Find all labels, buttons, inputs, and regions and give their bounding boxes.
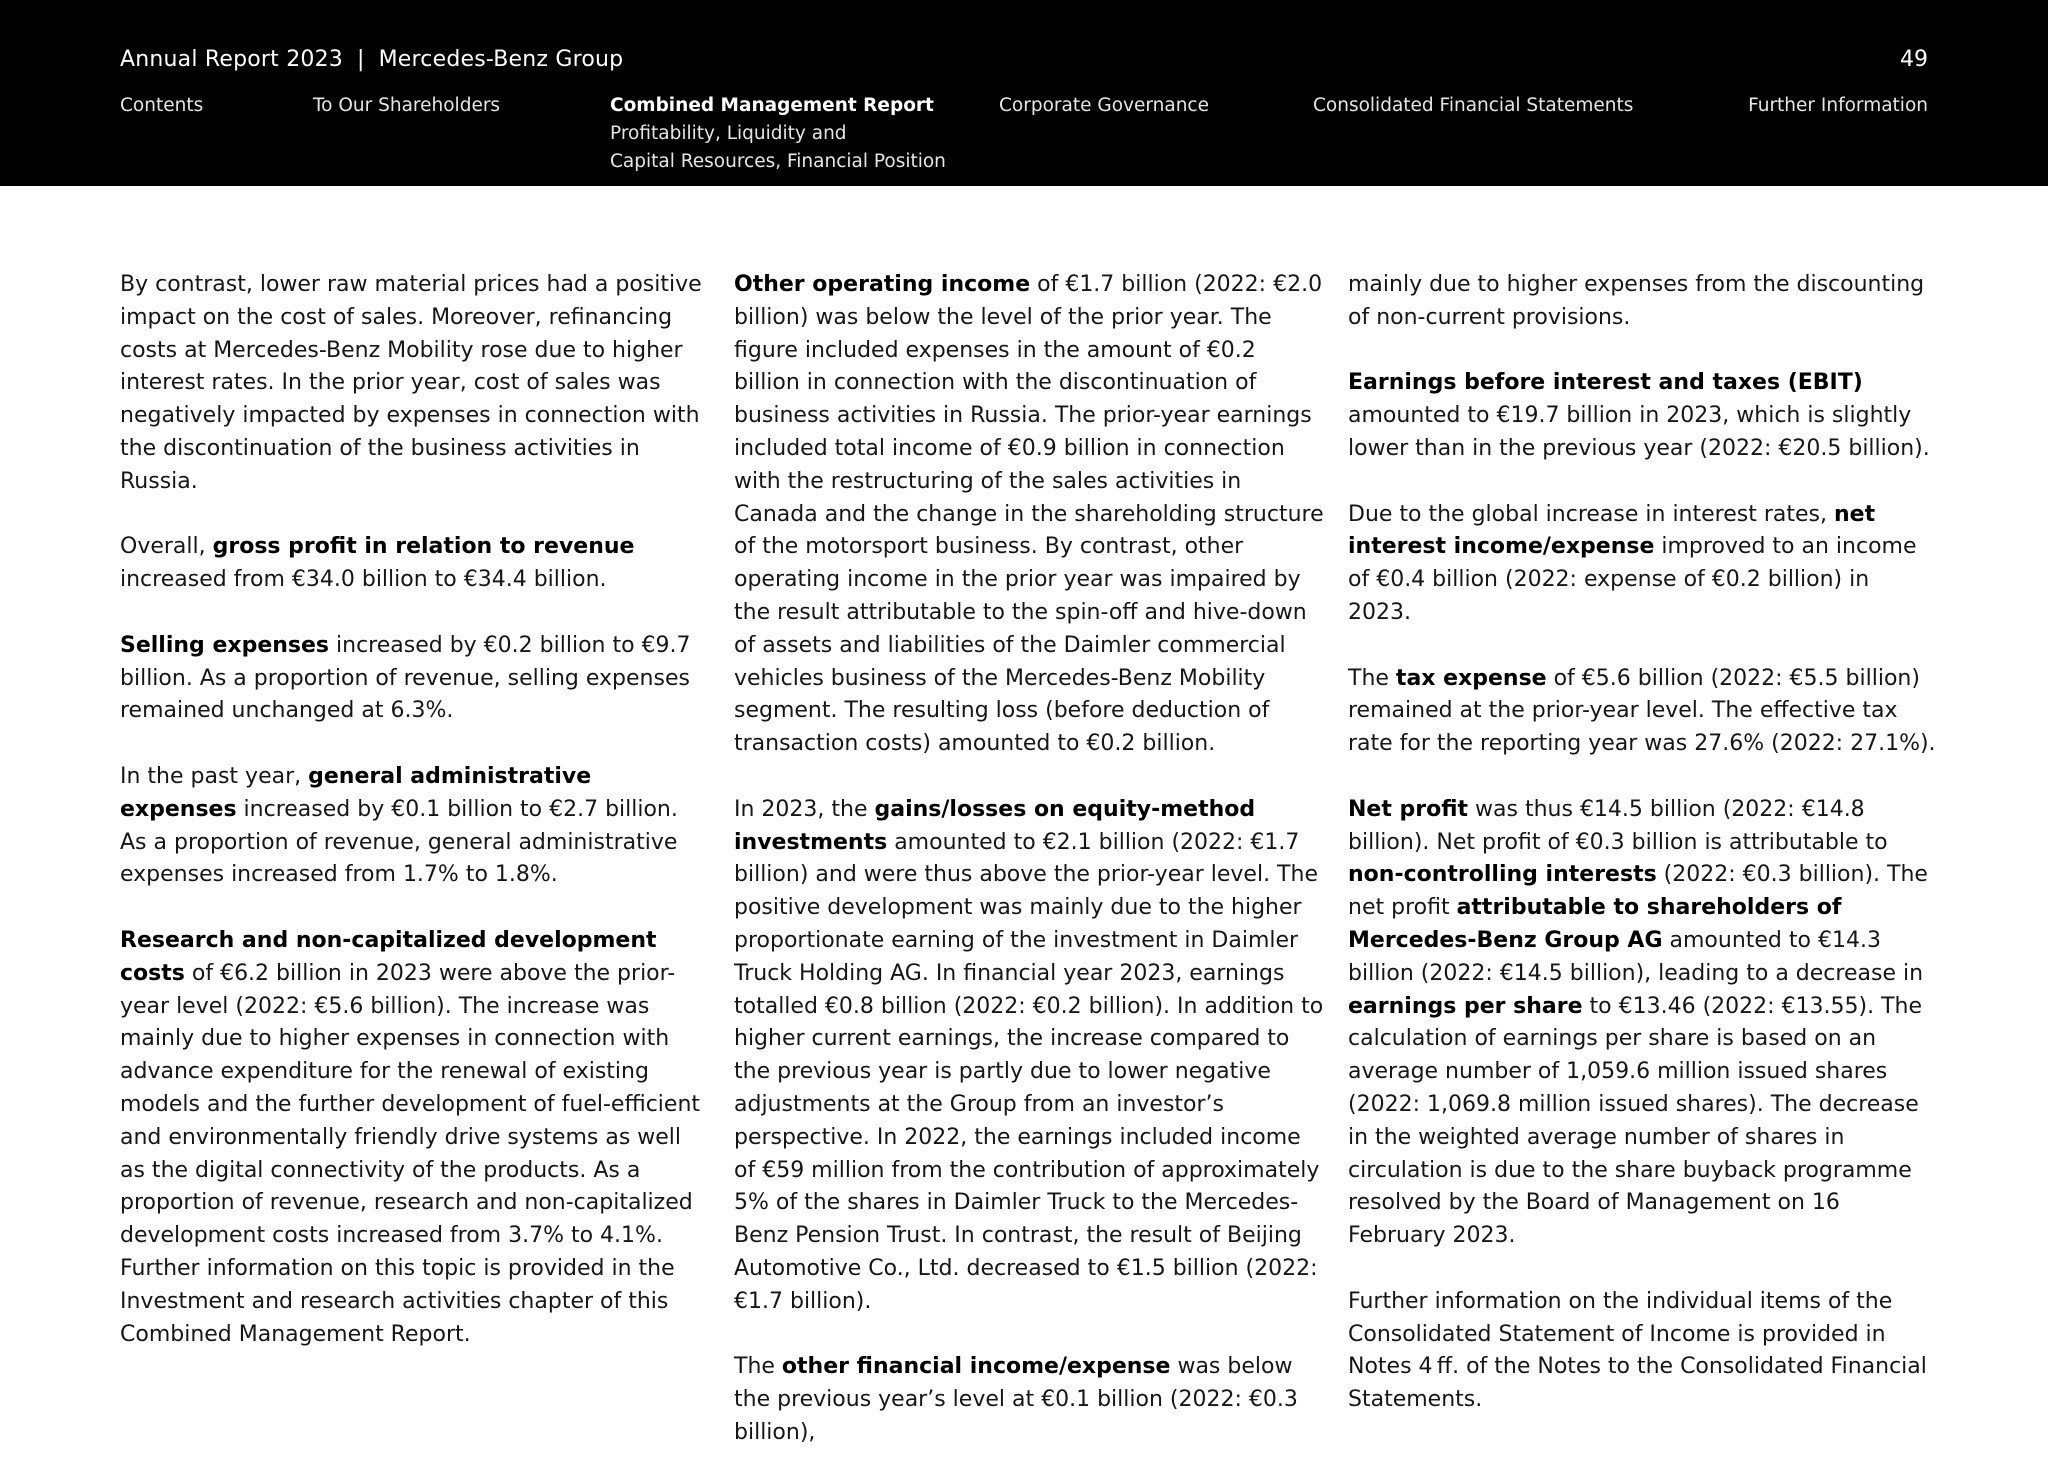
company-name: Mercedes-Benz Group	[378, 47, 624, 72]
nav-corporate-governance[interactable]: Corporate Governance	[999, 95, 1209, 116]
nav-further-information[interactable]: Further Information	[1748, 95, 1928, 116]
paragraph-further-information: Further information on the individual items of the Consolidated Statement of Income is provided in Notes 4 ff. of the Notes to the Consolidated Financial Statements.	[1348, 1288, 1927, 1413]
term-general-administrative-expenses: general administrative expenses	[120, 763, 592, 822]
term-other-operating-income: Other operating income	[734, 272, 1031, 297]
page-header	[0, 0, 2048, 186]
paragraph-other-operating-income	[734, 269, 1326, 761]
paragraph-net-interest	[1348, 499, 1938, 630]
text: amounted to €14.3 billion (2022: €14.5 billion), leading to a decrease in	[1348, 927, 1924, 986]
term-net-profit: Net profit	[1348, 796, 1469, 822]
term-research-development-costs: Research and non-capitalized development costs	[120, 927, 657, 986]
paragraph-gross-profit	[120, 531, 710, 597]
text: of €1.7 billion (2022: €2.0 billion) was below the level of the prior year. The figure included expenses in the amount of €0.2 billion in connection with the discontinuation of business activities in Russia. The prior-year earnings included total income of €0.9 billion in connection with the restructuring of the sales activities in Canada and the change in the shareholding structure of the motorsport business. By contrast, other operating income in the prior year was impaired by the result attributable to the spin-off and hive-down of assets and liabilities of the Daimler commercial vehicles business of the Mercedes-Benz Mobility segment. The resulting loss (before deduction of transaction costs) amounted to €0.2 billion.	[734, 272, 1324, 757]
text-column-2	[734, 269, 1326, 1482]
text: The	[1348, 665, 1396, 691]
text: of €6.2 billion in 2023 were above the prior-year level (2022: €5.6 billion). The increase was mainly due to higher expenses in connection with advance expenditure for the renewal of existing models and the further development of fuel-efficient and environmentally friendly drive systems as well as the digital connectivity of the products. As a proportion of revenue, research and non-capitalized development costs increased from 3.7% to 4.1%. Further information on this topic is provided in the Investment and research activities chapter of this Combined Management Report.	[120, 960, 701, 1347]
text: (2022: €0.3 billion). The net profit	[1348, 862, 1928, 921]
term-ebit: Earnings before interest and taxes (EBIT)	[1348, 370, 1863, 396]
annual-report-label: Annual Report 2023	[120, 47, 343, 72]
nav-consolidated-financial-statements[interactable]: Consolidated Financial Statements	[1313, 95, 1634, 116]
nav-cmr-subsection-line-1[interactable]: Profitability, Liquidity and	[610, 123, 847, 144]
nav-cmr-label: Combined Management Report	[610, 95, 934, 116]
text: was thus €14.5 billion (2022: €14.8 billion). Net profit of €0.3 billion is attributable to	[1348, 796, 1888, 855]
text: was below the previous year’s level at €0.1 billion (2022: €0.3 billion),	[734, 1354, 1298, 1445]
paragraph-research-costs	[120, 925, 710, 1351]
text: Overall,	[120, 534, 213, 560]
text: to €13.46 (2022: €13.55). The calculation of earnings per share is based on an average number of 1,059.6 million issued shares (2022: 1,069.8 million issued shares). The decrease in the weighted average number of shares in circulation is due to the share buyback programme resolved by the Board of Management on 16 February 2023.	[1348, 993, 1923, 1249]
paragraph-discounting: mainly due to higher expenses from the discounting of non-current provisions.	[1348, 272, 1925, 330]
text: The	[734, 1354, 782, 1380]
text: amounted to €19.7 billion in 2023, which is slightly lower than in the previous year (2022: €20.5 billion).	[1348, 403, 1930, 461]
text: In 2023, the	[734, 796, 875, 822]
paragraph-equity-method	[734, 794, 1326, 1319]
paragraph-admin-expenses	[120, 761, 710, 892]
nav-cmr-subsection-line-2[interactable]: Capital Resources, Financial Position	[610, 151, 946, 172]
text: In the past year,	[120, 763, 309, 789]
term-selling-expenses: Selling expenses	[120, 632, 330, 658]
term-attributable-to-shareholders: attributable to shareholders of Mercedes-Benz Group AG	[1348, 895, 1842, 953]
text: of €5.6 billion (2022: €5.5 billion) remained at the prior-year level. The effective tax rate for the reporting year was 27.6% (2022: 27.1%).	[1348, 665, 1936, 757]
paragraph-ebit	[1348, 367, 1938, 465]
paragraph-cost-of-sales: By contrast, lower raw material prices had a positive impact on the cost of sales. Moreover, refinancing costs at Mercedes-Benz Mobility rose due to higher interest rates. In the prior year, cost of sales was negatively impacted by expenses in connection with the discontinuation of the business activities in Russia.	[120, 272, 702, 494]
nav-contents[interactable]: Contents	[120, 95, 204, 116]
term-other-financial-income-expense: other financial income/expense	[781, 1354, 1171, 1380]
term-equity-method-investments: gains/losses on equity-method investments	[734, 796, 1256, 855]
term-tax-expense: tax expense	[1395, 665, 1547, 691]
term-net-interest-income-expense: net interest income/expense	[1348, 501, 1876, 560]
term-non-controlling-interests: non-controlling interests	[1348, 862, 1657, 888]
text: increased from €34.0 billion to €34.4 billion.	[120, 567, 607, 593]
text: Due to the global increase in interest rates,	[1348, 501, 1834, 527]
page-number: 49	[1900, 47, 1928, 72]
term-earnings-per-share: earnings per share	[1348, 993, 1583, 1019]
text: improved to an income of €0.4 billion (2022: expense of €0.2 billion) in 2023.	[1348, 534, 1917, 625]
nav-combined-management-report[interactable]	[610, 92, 946, 176]
text-column-3	[1348, 269, 1938, 1450]
title-separator: |	[356, 47, 365, 72]
text-column-1	[120, 269, 710, 1384]
paragraph-selling-expenses	[120, 630, 710, 728]
nav-to-our-shareholders[interactable]: To Our Shareholders	[313, 95, 501, 116]
text: amounted to €2.1 billion (2022: €1.7 billion) and were thus above the prior-year level. The positive development was mainly due to the higher proportionate earning of the investment in Daimler Truck Holding AG. In financial year 2023, earnings totalled €0.8 billion (2022: €0.2 billion). In addition to higher current earnings, the increase compared to the previous year is partly due to lower negative adjustments at the Group from an investor’s perspective. In 2022, the earnings included income of €59 million from the contribution of approximately 5% of the shares in Daimler Truck to the Mercedes-Benz Pension Trust. In contrast, the result of Beijing Automotive Co., Ltd. decreased to €1.5 billion (2022: €1.7 billion).	[734, 829, 1324, 1314]
paragraph-tax-expense	[1348, 663, 1938, 761]
paragraph-other-financial	[734, 1351, 1326, 1449]
text: increased by €0.2 billion to €9.7 billion. As a proportion of revenue, selling expenses remained unchanged at 6.3%.	[120, 632, 691, 724]
paragraph-net-profit	[1348, 794, 1938, 1253]
term-gross-profit: gross profit in relation to revenue	[212, 534, 635, 560]
report-title	[120, 47, 623, 72]
text: increased by €0.1 billion to €2.7 billion. As a proportion of revenue, general administrative expenses increased from 1.7% to 1.8%.	[120, 796, 678, 888]
